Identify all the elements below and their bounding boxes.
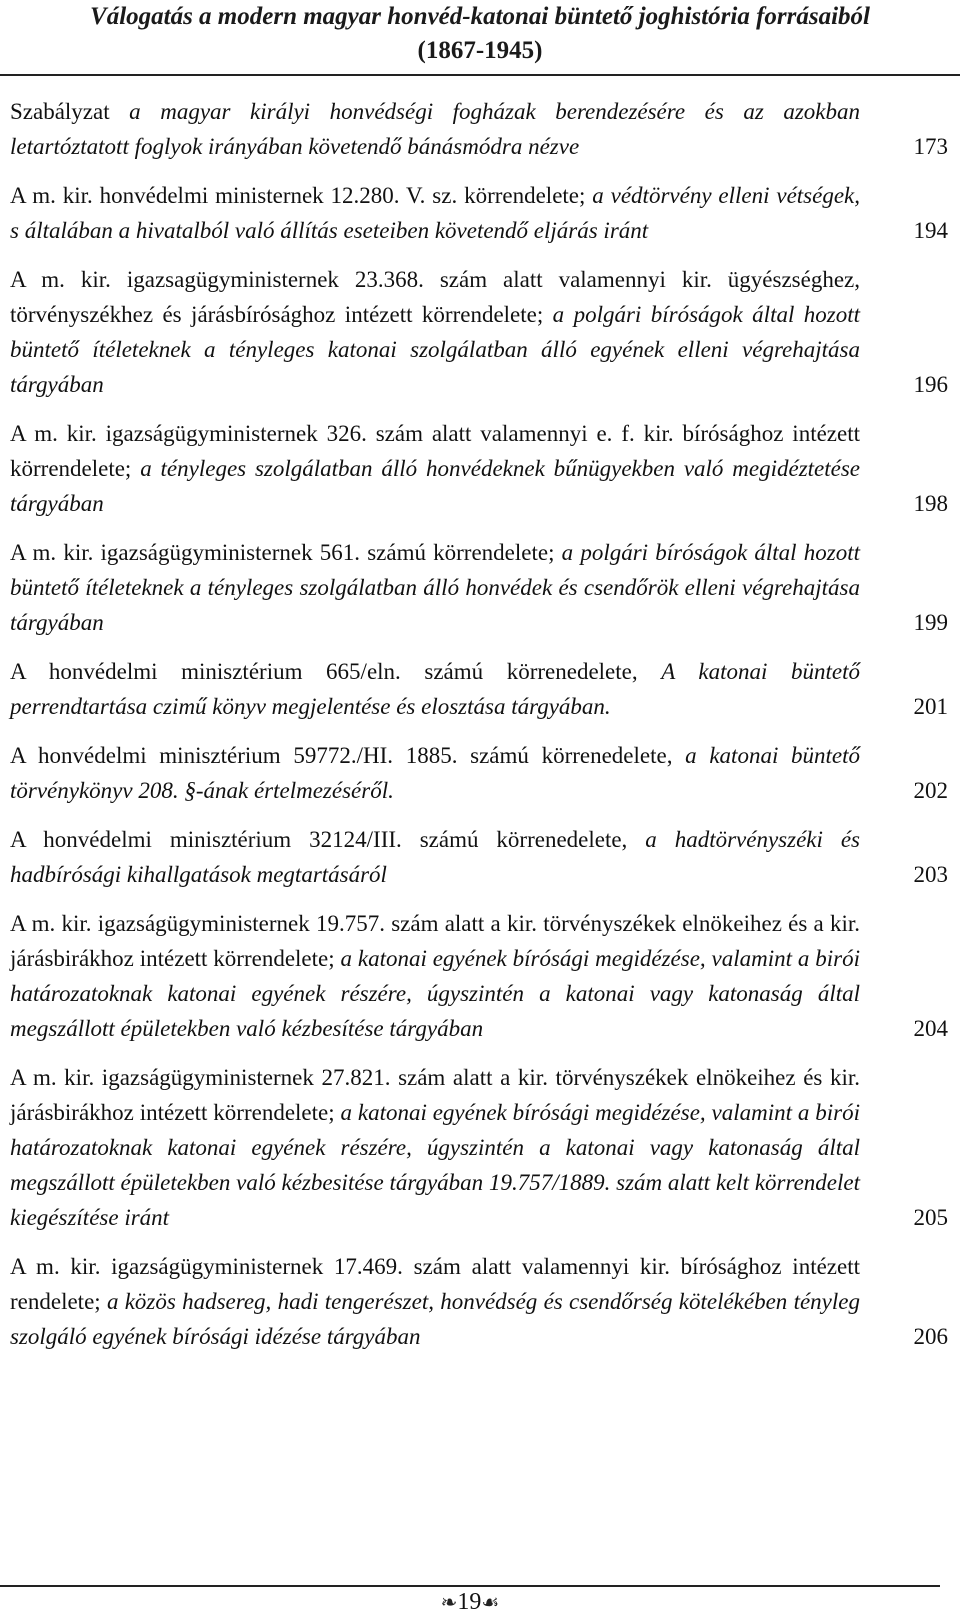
header-divider bbox=[0, 74, 960, 76]
entry-text: A honvédelmi minisztérium 665/eln. számú körrenedelete, bbox=[10, 659, 662, 684]
entry-page-number: 202 bbox=[913, 778, 948, 803]
entry-text: A m. kir. igazságügyministernek 326. szám alatt valamennyi e. f. kir. bírósághoz intézett körrendelete; bbox=[10, 421, 860, 481]
contents-entry bbox=[10, 178, 950, 248]
header-title: Válogatás a modern magyar honvéd-katonai büntető joghistória forrásaiból bbox=[90, 3, 870, 30]
page-number: 19 bbox=[457, 1589, 482, 1615]
contents-entry bbox=[10, 94, 950, 164]
header-years: (1867-1945) bbox=[417, 37, 543, 64]
entry-subject: A katonai büntető perrendtartása czimű könyv megjelentése és elosztása tárgyában. bbox=[10, 659, 860, 719]
entry-page-number: 204 bbox=[913, 1016, 948, 1041]
contents-entry bbox=[10, 654, 950, 724]
entry-page-number: 173 bbox=[913, 134, 948, 159]
entry-subject: a polgári bíróságok által hozott büntető ítéleteknek a tényleges katonai szolgálatban álló egyének elleni végrehajtása tárgyában bbox=[10, 302, 860, 397]
entry-text: A m. kir. igazsagügyministernek 23.368. szám alatt valamennyi kir. ügyészséghez, törvényszékhez és járásbírósághoz intézett körrendelete; bbox=[10, 267, 860, 327]
entry-subject: a polgári bíróságok által hozott büntető ítéleteknek a tényleges szolgálatban álló honvédek és csendőrök elleni végrehajtása tárgyában bbox=[10, 540, 860, 635]
entry-page-number: 194 bbox=[913, 218, 948, 243]
contents-entry bbox=[10, 1249, 950, 1354]
entry-subject: a hadtörvényszéki és hadbírósági kihallgatások megtartásáról bbox=[10, 827, 860, 887]
entry-subject: a katonai egyének bírósági megidézése, valamint a birói határozatoknak katonai egyének részére, úgyszintén a katonai vagy katonaság által megszállott épületekben való kézbesítése tárgyában bbox=[10, 946, 860, 1041]
running-header bbox=[0, 0, 960, 68]
footer-divider bbox=[0, 1585, 940, 1587]
entry-page-number: 199 bbox=[913, 610, 948, 635]
contents-entry bbox=[10, 906, 950, 1046]
ornament-left-icon: ❧ bbox=[440, 1592, 458, 1614]
entry-page-number: 206 bbox=[913, 1324, 948, 1349]
entry-page-number: 201 bbox=[913, 694, 948, 719]
contents-entry bbox=[10, 738, 950, 808]
entry-text: A m. kir. igazságügyministernek 561. számú körrendelete; bbox=[10, 540, 562, 565]
entry-subject: a katonai egyének bírósági megidézése, valamint a birói határozatoknak katonai egyének részére, úgyszintén a katonai vagy katonaság által megszállott épületekben való kézbesitése tárgyában 19.757/1889. szám alatt kelt körrendelet kiegészítése iránt bbox=[10, 1100, 860, 1230]
contents-entry bbox=[10, 535, 950, 640]
entry-text: A m. kir. honvédelmi ministernek 12.280. V. sz. körrendelete; bbox=[10, 183, 593, 208]
entry-subject: a tényleges szolgálatban álló honvédeknek bűnügyekben való megidéztetése tárgyában bbox=[10, 456, 861, 516]
ornament-right-icon: ☙ bbox=[481, 1592, 500, 1614]
entry-page-number: 196 bbox=[913, 372, 948, 397]
entry-subject: a magyar királyi honvédségi fogházak berendezésére és az azokban letartóztatott foglyok irányában követendő bánásmódra nézve bbox=[10, 99, 860, 159]
entry-text: A honvédelmi minisztérium 59772./HI. 1885. számú körrenedelete, bbox=[10, 743, 686, 768]
entry-page-number: 203 bbox=[913, 862, 948, 887]
entry-text: A m. kir. igazságügyministernek 27.821. szám alatt a kir. törvényszékek elnökeihez és kir. járásbirákhoz intézett körrendelete; bbox=[10, 1065, 860, 1125]
entry-text: A honvédelmi minisztérium 32124/III. számú körrenedelete, bbox=[10, 827, 646, 852]
entry-text: A m. kir. igazságügyministernek 19.757. szám alatt a kir. törvényszékek elnökeihez és a kir. járásbirákhoz intézett körrendelete; bbox=[10, 911, 860, 971]
entry-page-number: 198 bbox=[913, 491, 948, 516]
contents-entry bbox=[10, 1060, 950, 1235]
entry-subject: a katonai büntető törvénykönyv 208. §-ának értelmezéséről. bbox=[10, 743, 861, 803]
entry-subject: a közös hadsereg, hadi tengerészet, honvédség és csendőrség kötelékében tényleg szolgáló egyének bírósági idézése tárgyában bbox=[10, 1289, 860, 1349]
contents-list bbox=[10, 94, 950, 1368]
contents-entry bbox=[10, 262, 950, 402]
contents-entry bbox=[10, 416, 950, 521]
page-footer bbox=[0, 1588, 940, 1617]
entry-page-number: 205 bbox=[913, 1205, 948, 1230]
entry-text: A m. kir. igazságügyministernek 17.469. szám alatt valamennyi kir. bírósághoz intézett rendelete; bbox=[10, 1254, 860, 1314]
entry-text: Szabályzat bbox=[10, 99, 130, 124]
entry-subject: a védtörvény elleni vétségek, s általában a hivatalból való állítás eseteiben követendő eljárás iránt bbox=[10, 183, 860, 243]
contents-entry bbox=[10, 822, 950, 892]
